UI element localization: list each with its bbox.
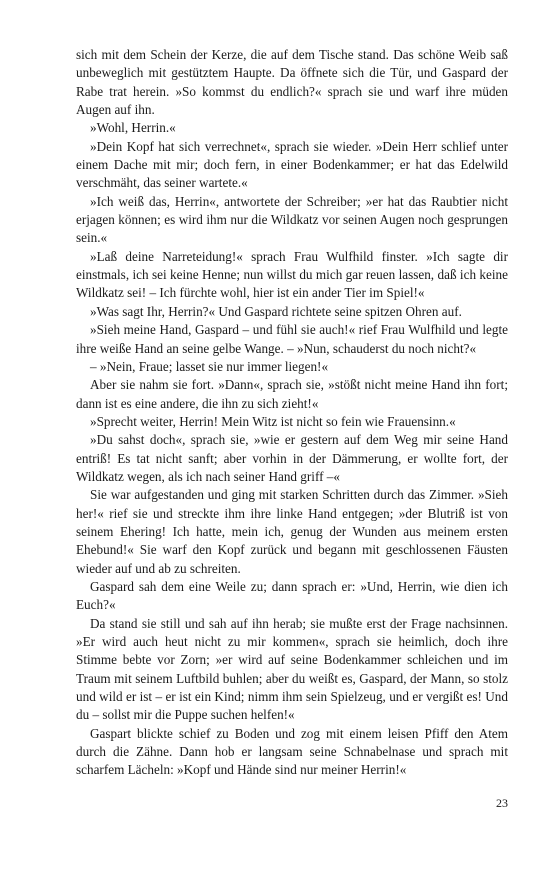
paragraph: »Sprecht weiter, Herrin! Mein Witz ist nicht so fein wie Frauensinn.«	[90, 413, 456, 429]
paragraph: »Wohl, Herrin.«	[90, 120, 176, 136]
paragraph: »Du sahst doch«, sprach sie, »wie er gestern auf dem Weg mir seine Hand entriß! Es tat nicht sanft; aber vorhin in der Dämmerung, er wollte fort, der Wildkatz wegen, als ich nach seiner Hand griff –«	[76, 432, 508, 484]
paragraph: Sie war aufgestanden und ging mit starken Schritten durch das Zimmer. »Sieh her!« rief sie und streckte ihm ihre linke Hand entgegen; »der Blutriß ist von seinem Ehering! Ich hatte, mein ich, genug der Wunden aus meinem ersten Ehebund!« Sie warf den Kopf zurück und begann mit geschlossenen Fäusten wieder auf und ab zu schreiten.	[76, 487, 508, 576]
paragraph: »Laß deine Narreteidung!« sprach Frau Wulfhild finster. »Ich sagte dir einstmals, ich sei keine Henne; nun willst du mich gar reuen lassen, daß ich keine Wildkatz sei! – Ich fürchte wohl, hier ist ein ander Tier im Spiel!«	[76, 248, 508, 301]
paragraph: Aber sie nahm sie fort. »Dann«, sprach sie, »stößt nicht meine Hand ihn fort; dann ist es eine andere, die ihn zu sich zieht!«	[76, 377, 508, 411]
body-text	[76, 46, 508, 780]
paragraph: »Was sagt Ihr, Herrin?« Und Gaspard richtete seine spitzen Ohren auf.	[90, 303, 462, 319]
paragraph: »Dein Kopf hat sich verrechnet«, sprach sie wieder. »Dein Herr schlief unter einem Dache mit mir; doch fern, in einer Bodenkammer; er hat das Edelwild verschmäht, das seiner wartete.«	[76, 138, 508, 191]
paragraph: Gaspart blickte schief zu Boden und zog mit einem leisen Pfiff den Atem durch die Zähne. Dann hob er langsam seine Schnabelnase und sprach mit scharfem Lächeln: »Kopf und Hände sind nur meiner Herrin!«	[76, 725, 508, 778]
paragraph-continuation: sich mit dem Schein der Kerze, die auf dem Tische stand. Das schöne Weib saß unbeweglich mit gestütztem Haupte. Da öffnete sich die Tür, und Gaspard der Rabe trat herein. »So kommst du endlich?« sprach sie und warf ihre müden Augen auf ihn.	[76, 47, 508, 118]
paragraph: Gaspard sah dem eine Weile zu; dann sprach er: »Und, Herrin, wie dien ich Euch?«	[76, 578, 508, 613]
paragraph: Da stand sie still und sah auf ihn herab; sie mußte erst der Frage nachsinnen. »Er wird auch heut nicht zu mir kommen«, sprach sie heimlich, doch ihre Stimme bebte vor Zorn; »er wird auf seine Bodenkammer schleichen und im Traum mit seinem Luftbild buhlen; aber du weißt es, Gaspard, der Mann, so stolz und wild er ist – er ist ein Kind; nimm ihm sein Spielzeug, und er vergißt es! Und du – sollst mir die Puppe suchen helfen!«	[76, 615, 508, 723]
page-number: 23	[496, 796, 508, 810]
paragraph: »Ich weiß das, Herrin«, antwortete der Schreiber; »er hat das Raubtier nicht erjagen können; es wird ihm nur die Wildkatz vor seinen Augen noch gesprungen sein.«	[76, 193, 508, 246]
paragraph: »Sieh meine Hand, Gaspard – und fühl sie auch!« rief Frau Wulfhild und legte ihre weiße Hand an seine gelbe Wange. – »Nun, schauderst du noch nicht?«	[76, 322, 508, 356]
paragraph: – »Nein, Fraue; lasset sie nur immer liegen!«	[90, 358, 329, 374]
